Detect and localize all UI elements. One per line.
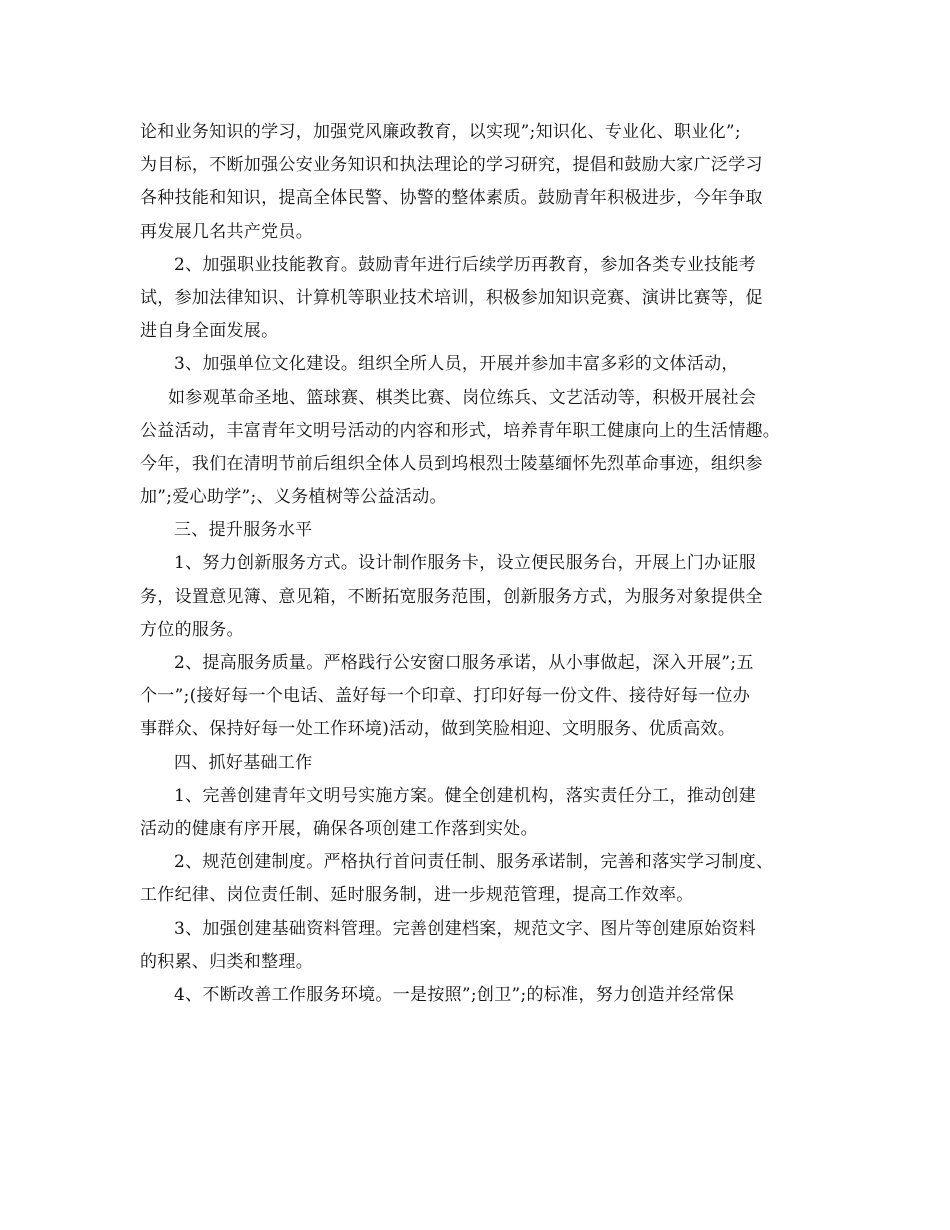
text-line: 个一”;(接好每一个电话、盖好每一个印章、打印好每一份文件、接待好每一位办 (140, 686, 751, 707)
text-line: 3、加强创建基础资料管理。完善创建档案，规范文字、图片等创建原始资料 (174, 918, 757, 939)
text-line: 的积累、归类和整理。 (140, 951, 313, 972)
text-line: 务，设置意见簿、意见箱，不断拓宽服务范围，创新服务方式，为服务对象提供全 (140, 586, 763, 607)
text-line: 事群众、保持好每一处工作环境)活动，做到笑脸相迎、文明服务、优质高效。 (140, 719, 736, 740)
document-body (140, 116, 820, 1012)
text-line: 加”;爱心助学”;、义务植树等公益活动。 (140, 487, 447, 508)
text-line: 工作纪律、岗位责任制、延时服务制，进一步规范管理，提高工作效率。 (140, 885, 694, 906)
text-line: 今年，我们在清明节前后组织全体人员到坞根烈士陵墓缅怀先烈革命事迹，组织参 (140, 453, 763, 474)
text-line: 2、提高服务质量。严格践行公安窗口服务承诺，从小事做起，深入开展”;五 (174, 653, 754, 673)
text-line: 试，参加法律知识、计算机等职业技术培训，积极参加知识竞赛、演讲比赛等，促 (140, 287, 763, 308)
text-line: 2、规范创建制度。严格执行首问责任制、服务承诺制，完善和落实学习制度、 (174, 852, 774, 873)
text-line: 1、完善创建青年文明号实施方案。健全创建机构，落实责任分工，推动创建 (174, 785, 757, 806)
text-line: 1、努力创新服务方式。设计制作服务卡，设立便民服务台，开展上门办证服 (174, 553, 757, 574)
text-line: 各种技能和知识，提高全体民警、协警的整体素质。鼓励青年积极进步，今年争取 (140, 188, 763, 209)
text-line: 论和业务知识的学习，加强党风廉政教育，以实现”;知识化、专业化、职业化”; (140, 122, 741, 142)
text-line: 2、加强职业技能教育。鼓励青年进行后续学历再教育，参加各类专业技能考 (174, 254, 757, 275)
text-line: 公益活动，丰富青年文明号活动的内容和形式，培养青年职工健康向上的生活情趣。 (140, 420, 781, 441)
text-line: 4、不断改善工作服务环境。一是按照”;创卫”;的标准，努力创造并经常保 (174, 984, 735, 1005)
section-heading: 四、抓好基础工作 (174, 752, 313, 773)
text-line: 3、加强单位文化建设。组织全所人员，开展并参加丰富多彩的文体活动， (174, 354, 739, 375)
text-line: 方位的服务。 (140, 619, 244, 640)
text-line: 进自身全面发展。 (140, 321, 279, 342)
text-line: 为目标，不断加强公安业务知识和执法理论的学习研究，提倡和鼓励大家广泛学习 (140, 155, 763, 176)
section-heading: 三、提升服务水平 (174, 520, 313, 541)
text-line: 如参观革命圣地、篮球赛、棋类比赛、岗位练兵、文艺活动等，积极开展社会 (168, 387, 757, 408)
text-line: 活动的健康有序开展，确保各项创建工作落到实处。 (140, 818, 538, 839)
text-line: 再发展几名共产党员。 (140, 221, 313, 242)
